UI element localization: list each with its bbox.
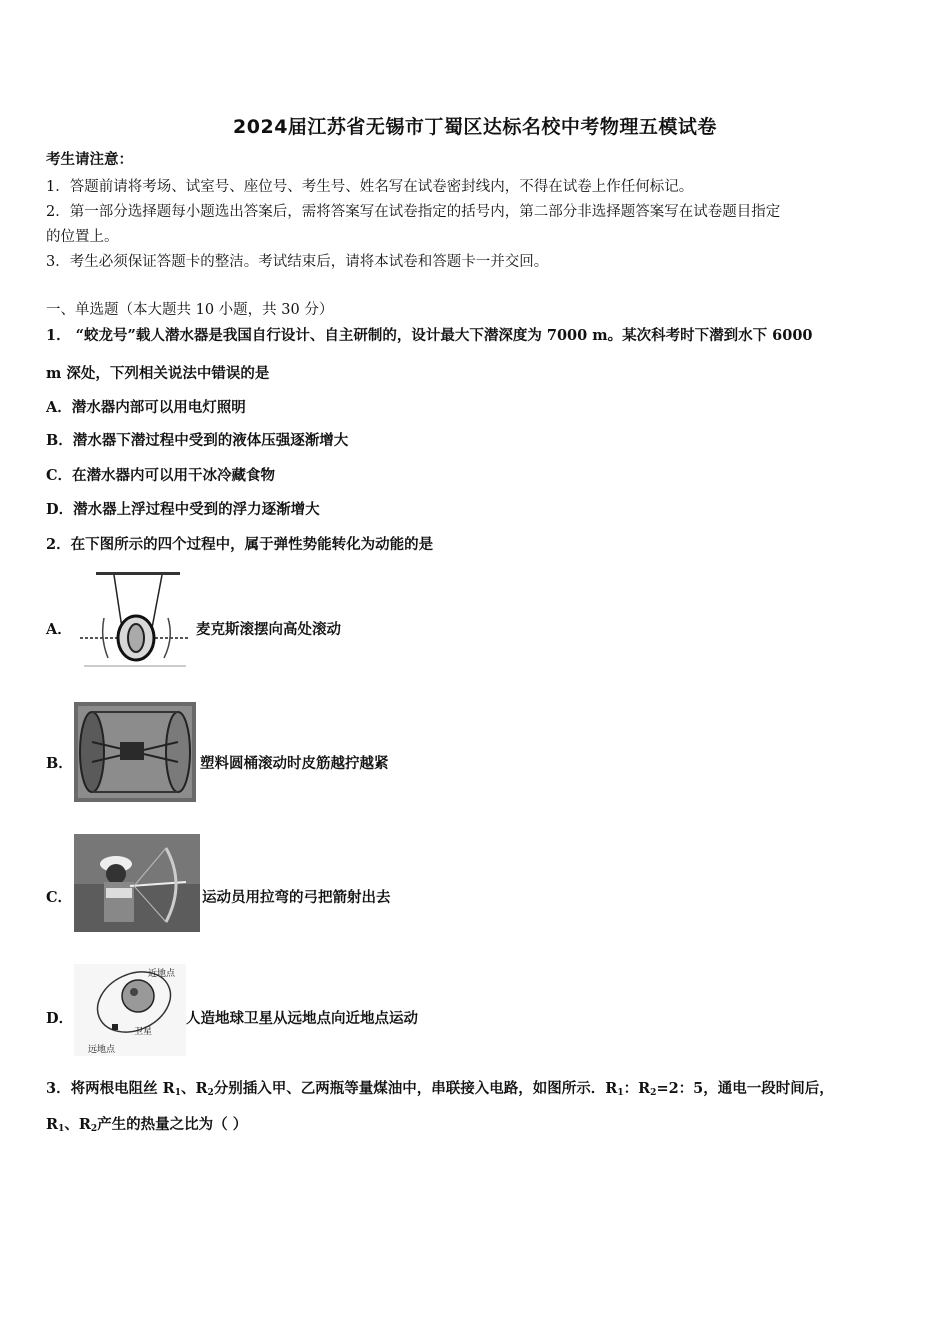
notice-heading: 考生请注意： <box>46 151 133 168</box>
notice-item-2: 2．第一部分选择题每小题选出答案后，需将答案写在试卷指定的括号内，第二部分非选择题答案写在试卷题目指定 <box>46 204 781 220</box>
notice-item-2-cont: 的位置上。 <box>46 229 119 245</box>
orbit-satellite-label: 卫星 <box>134 1027 153 1037</box>
satellite-icon <box>112 1024 118 1030</box>
q2-stem: 2．在下图所示的四个过程中，属于弹性势能转化为动能的是 <box>46 536 434 553</box>
q2-option-d-letter: D． <box>46 1010 74 1027</box>
maxwell-pendulum-figure <box>74 568 194 670</box>
q1-stem-line1: 1． “蛟龙号”载人潜水器是我国自行设计、自主研制的，设计最大下潜深度为 7000 m。某次科考时下潜到水下 6000 <box>46 327 813 344</box>
q2-option-d-text: 人造地球卫星从远地点向近地点运动 <box>186 1010 418 1027</box>
q1-option-d: D．潜水器上浮过程中受到的浮力逐渐增大 <box>46 501 320 518</box>
q3-stem-line2: $R_1$、$R_2$产生的热量之比为（ ） <box>46 1116 248 1134</box>
q2-option-b-letter: B． <box>46 755 73 772</box>
notice-item-1: 1．答题前请将考场、试室号、座位号、考生号、姓名写在试卷密封线内，不得在试卷上作任何标记。 <box>46 179 694 195</box>
satellite-orbit-figure <box>74 964 186 1056</box>
notice-item-3: 3．考生必须保证答题卡的整洁。考试结束后，请将本试卷和答题卡一并交回。 <box>46 254 549 270</box>
orbit-near-label: 近地点 <box>148 969 176 979</box>
page-title: 2024届江苏省无锡市丁蜀区达标名校中考物理五模试卷 <box>233 116 717 138</box>
q2-option-c-letter: C． <box>46 889 73 906</box>
q1-option-c: C．在潜水器内可以用干冰冷藏食物 <box>46 467 276 484</box>
section-heading: 一、单选题（本大题共 10 小题，共 30 分） <box>46 302 334 318</box>
orbit-far-label: 远地点 <box>88 1045 116 1055</box>
q1-stem-line2: m 深处，下列相关说法中错误的是 <box>46 365 270 382</box>
q1-option-a: A．潜水器内部可以用电灯照明 <box>46 399 246 416</box>
q1-option-b: B．潜水器下潜过程中受到的液体压强逐渐增大 <box>46 432 349 449</box>
q2-option-a-text: 麦克斯滚摆向高处滚动 <box>196 621 341 638</box>
q3-stem-line1: 3．将两根电阻丝 $R_1$、$R_2$分别插入甲、乙两瓶等量煤油中，串联接入电路，如图所示．$R_1$：$R_2=2$：5，通电一段时间后， <box>46 1080 834 1098</box>
plastic-barrel-figure <box>74 702 196 802</box>
q2-option-b-text: 塑料圆桶滚动时皮筋越拧越紧 <box>200 755 389 772</box>
archer-figure <box>74 834 200 932</box>
q2-option-a-letter: A． <box>46 621 72 638</box>
q2-option-c-text: 运动员用拉弯的弓把箭射出去 <box>202 889 391 906</box>
